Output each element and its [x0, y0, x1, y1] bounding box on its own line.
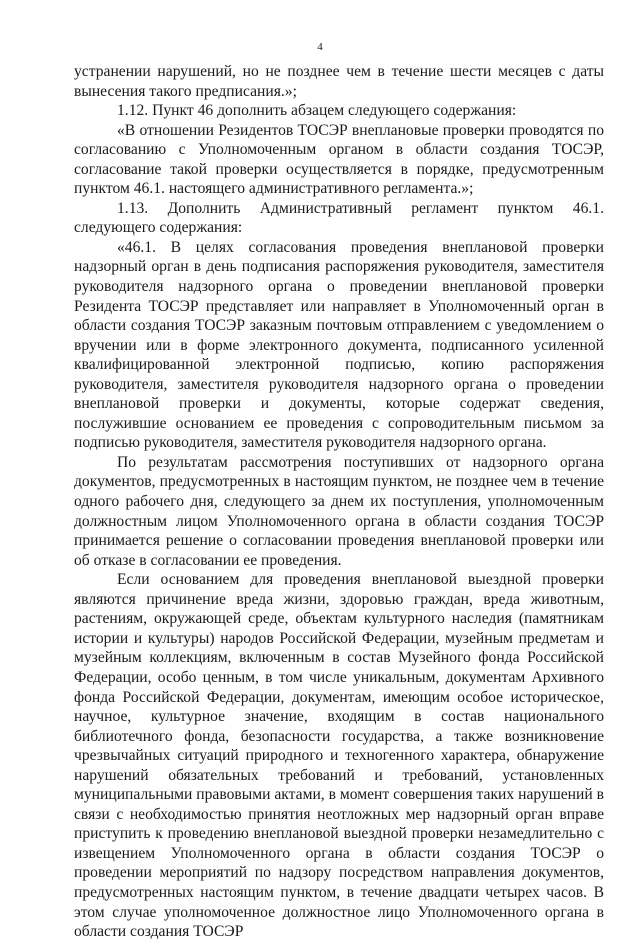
- paragraph-item-1-13: 1.13. Дополнить Административный регламент пунктом 46.1. следующего содержания:: [74, 199, 604, 237]
- paragraph-quote-46: «В отношении Резидентов ТОСЭР внеплановые проверки проводятся по согласованию с Уполномоченным органом в области создания ТОСЭР, согласование такой проверки осуществляется в порядке, предусмотренным пунктом 46.1. настоящего административного регламента.»;: [74, 121, 604, 198]
- paragraph-continuation: устранении нарушений, но не позднее чем в течение шести месяцев с даты вынесения такого предписания.»;: [74, 63, 604, 100]
- paragraph-review-results: По результатам рассмотрения поступивших от надзорного органа документов, предусмотренных в настоящим пунктом, не позднее чем в течение одного рабочего дня, следующего за днем их поступления, уполномоченным должностным лицом Уполномоченного органа в области создания ТОСЭР принимается решение о согласовании проведения внеплановой проверки или об отказе в согласовании ее проведения.: [74, 453, 604, 569]
- paragraph-unscheduled-inspection: Если основанием для проведения внеплановой выездной проверки являются причинение вреда жизни, здоровью граждан, вреда животным, растениям, окружающей среде, объектам культурного наследия (памятникам истории и культуры) народов Российской Федерации, музейным предметам и музейным коллекциям, включенным в состав Музейного фонда Российской Федерации, особо ценным, в том числе уникальным, документам Архивного фонда Российской Федерации, документам, имеющим особое историческое, научное, культурное значение, входящим в состав национального библиотечного фонда, безопасности государства, а также возникновение чрезвычайных ситуаций природного и техногенного характера, обнаружение нарушений обязательных требований и требований, установленных муниципальными правовыми актами, в момент совершения таких нарушений в связи с необходимостью принятия неотложных мер надзорный орган вправе приступить к проведению внеплановой выездной проверки незамедлительно с извещением Уполномоченного органа в области создания ТОСЭР о проведении мероприятий по надзору посредством направления документов, предусмотренных настоящим пунктом, в течение двадцати четырех часов. В этом случае уполномоченное должностное лицо Уполномоченного органа в области создания ТОСЭР: [74, 571, 604, 941]
- page-number: 4: [317, 41, 323, 53]
- document-body: [74, 62, 604, 942]
- paragraph-46-1: «46.1. В целях согласования проведения внеплановой проверки надзорный орган в день подписания распоряжения руководителя, заместителя руководителя надзорного органа о проведении внеплановой проверки Резидента ТОСЭР представляет или направляет в Уполномоченный орган в области создания ТОСЭР заказным почтовым отправлением с уведомлением о вручении или в форме электронного документа, подписанного усиленной квалифицированной электронной подписью, копию распоряжения руководителя, заместителя руководителя надзорного органа о проведении внеплановой проверки и документы, которые содержат сведения, послужившие основанием ее проведения с сопроводительным письмом за подписью руководителя, заместителя руководителя надзорного органа.: [74, 238, 604, 452]
- paragraph-item-1-12: 1.12. Пункт 46 дополнить абзацем следующего содержания:: [117, 102, 517, 120]
